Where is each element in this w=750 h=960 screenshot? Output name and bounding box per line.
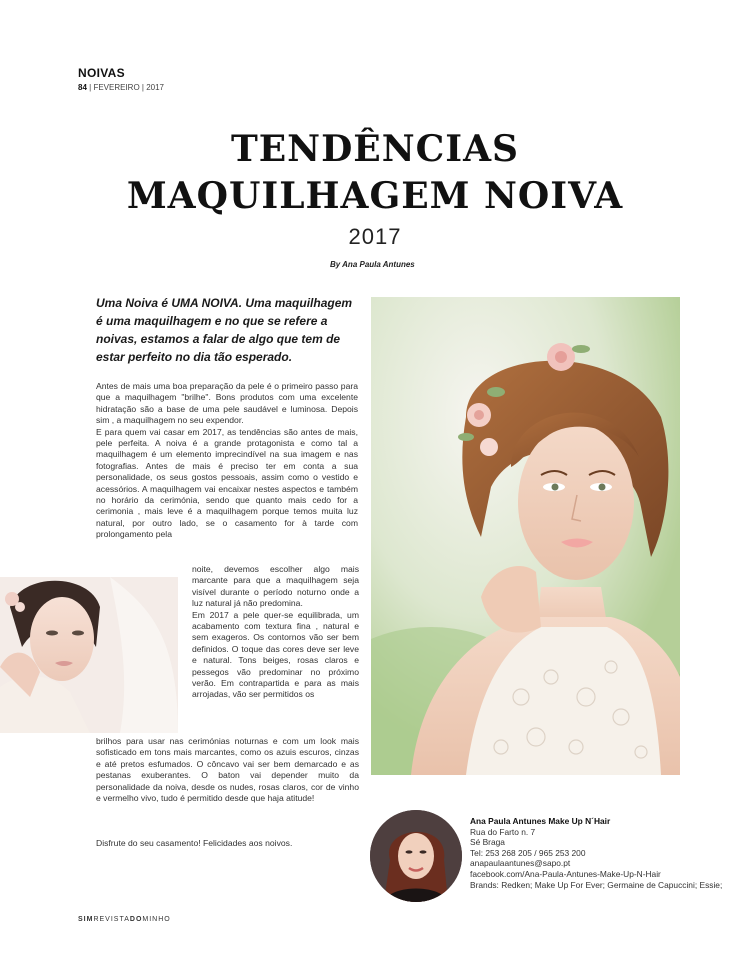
contact-phone: Tel: 253 268 205 / 965 253 200 — [470, 847, 586, 858]
lead-paragraph: Uma Noiva é UMA NOIVA. Uma maquilhagem é uma maquilhagem e no que se refere a noivas, estamos a falar de algo que tem de estar perfeito no dia tão esperado. — [96, 296, 353, 364]
body-paragraph: brilhos para usar nas cerimónias noturnas e com um look mais sofisticado em tons mais marcantes, como os azuis escuros, cinzas e até pretos esfumados. O côncavo vai ser bem demarcado e as pestanas exuberantes. O baton vai depender muito da personalidade da noiva, desde os nudes, rosas claros, cor de vinho e vermelho vivo, tudo é permitido desde que haja atitude! — [96, 736, 359, 804]
issue-info — [78, 83, 164, 92]
article-title-line-1: TENDÊNCIAS — [230, 128, 520, 170]
footer-suffix: MINHO — [142, 916, 171, 923]
article-title-line-2: MAQUILHAGEM NOIVA — [126, 175, 624, 217]
footer-middle: REVISTA — [93, 916, 130, 923]
author-avatar — [370, 810, 462, 902]
bride-portrait-illustration — [0, 577, 178, 733]
body-paragraph: Antes de mais uma boa preparação da pele é o primeiro passo para que a maquilhagem "brilhe". Bons produtos com uma excelente hidratação são a base de uma pele saudável e luminosa. Depois sim , a maquilhagem no seu expendor. — [96, 381, 358, 426]
body-column-2 — [192, 564, 359, 701]
byline: By Ana Paula Antunes — [330, 260, 415, 269]
body-paragraph: Em 2017 a pele quer-se equilibrada, um acabamento com textura fina , natural e sem exageros. Os contornos vão ser bem definidos. O toque das cores deve ser leve e natural. Tons beiges, rosas claros e pessegos vão predominar no próximo verão. Em contrapartida e para as mais arrojadas, vão ser permitidos os — [192, 609, 359, 700]
body-column-3 — [96, 736, 359, 804]
contact-facebook[interactable]: facebook.com/Ana-Paula-Antunes-Make-Up-N-Hair — [470, 868, 661, 879]
magazine-footer — [78, 916, 171, 923]
closing-line: Disfrute do seu casamento! Felicidades aos noivos. — [96, 838, 293, 848]
body-paragraph: noite, devemos escolher algo mais marcante para que a maquilhagem seja visível durante o período noturno onde a luz natural já não predomina. — [192, 564, 359, 609]
bride-illustration — [371, 297, 680, 775]
issue-date: | FEVEREIRO | 2017 — [89, 83, 164, 92]
contact-name: Ana Paula Antunes Make Up N´Hair — [470, 816, 611, 826]
article-year: 2017 — [348, 224, 402, 249]
section-label: NOIVAS — [78, 66, 125, 80]
body-paragraph: E para quem vai casar em 2017, as tendências são antes de mais, pele perfeita. A noiva é a grande protagonista e como tal a maquilhagem é um elemento imprecindível na sua imagem e nas fotografias. Antes de mais é preciso ter em conta a sua personalidade, os seus gostos pessoais, assim como o vestido e acessórios. A maquilhagem vai encaixar nestes aspectos e também no horário da cerimónia, sendo que quanto mais cedo for a cerimonia , mais leve é a maquilhagem porque temos muita luz natural, por outro lado, se o casamento for à tarde com prolongamento pela — [96, 426, 358, 540]
bride-main-photo — [371, 297, 680, 775]
footer-bold: DO — [129, 916, 143, 923]
contact-address: Rua do Farto n. 7 — [470, 826, 536, 837]
footer-prefix: SIM — [78, 916, 94, 923]
contact-email[interactable]: anapaulaantunes@sapo.pt — [470, 858, 571, 869]
page-number: 84 — [78, 83, 87, 92]
contact-block — [470, 816, 722, 890]
bride-secondary-photo — [0, 577, 178, 733]
body-column-1 — [96, 381, 358, 541]
contact-city: Sé Braga — [470, 837, 505, 848]
contact-brands: Brands: Redken; Make Up For Ever; Germaine de Capuccini; Essie; — [470, 879, 723, 890]
author-portrait-illustration — [370, 810, 462, 902]
